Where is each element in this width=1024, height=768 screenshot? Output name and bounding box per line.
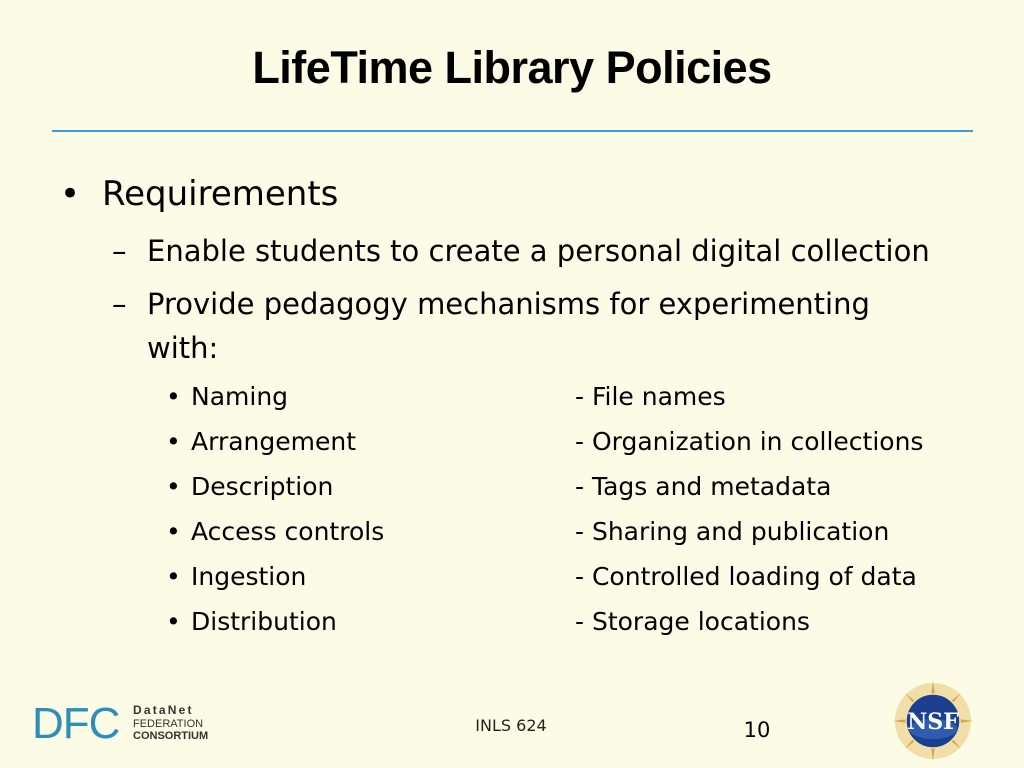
list-item-detail: - File names bbox=[575, 382, 726, 411]
subbullet-enable bbox=[112, 229, 972, 273]
list-bullet: • bbox=[166, 472, 181, 501]
list-bullet: • bbox=[166, 382, 181, 411]
dfc-logo-line2: FEDERATION bbox=[133, 718, 204, 730]
dfc-logo-line3: CONSORTIUM bbox=[133, 730, 209, 742]
dfc-logo bbox=[32, 700, 222, 748]
subbullet-dash: – bbox=[112, 287, 127, 321]
list-bullet: • bbox=[166, 607, 181, 636]
dfc-logo-letters: DFC bbox=[32, 700, 120, 748]
list-item-detail: - Sharing and publication bbox=[575, 517, 890, 546]
subbullet-provide bbox=[112, 282, 972, 372]
bullet-dot: • bbox=[60, 174, 81, 214]
subbullet-dash: – bbox=[112, 234, 127, 268]
subbullet-text: Enable students to create a personal digital collection bbox=[147, 234, 930, 268]
nsf-logo bbox=[893, 681, 973, 761]
bullet-text: Requirements bbox=[102, 174, 339, 214]
nsf-logo-letters: NSF bbox=[907, 709, 959, 735]
list-item-detail: - Storage locations bbox=[575, 607, 810, 636]
subbullet-text: Provide pedagogy mechanisms for experimenting with: bbox=[147, 287, 870, 365]
bullet-level1 bbox=[60, 172, 338, 216]
list-item-detail: - Tags and metadata bbox=[575, 472, 832, 501]
list-item-detail: - Controlled loading of data bbox=[575, 562, 917, 591]
slide-title: LifeTime Library Policies bbox=[252, 42, 772, 93]
list-bullet: • bbox=[166, 562, 181, 591]
title-divider bbox=[52, 130, 973, 132]
list-item-label: Ingestion bbox=[191, 562, 307, 591]
list-bullet: • bbox=[166, 517, 181, 546]
list-item-detail: - Organization in collections bbox=[575, 427, 924, 456]
page-number: 10 bbox=[743, 718, 771, 742]
list-item-label: Naming bbox=[191, 382, 289, 411]
list-item-label: Description bbox=[191, 472, 334, 501]
list-item-label: Arrangement bbox=[191, 427, 357, 456]
footer-course: INLS 624 bbox=[475, 716, 547, 735]
list-bullet: • bbox=[166, 427, 181, 456]
dfc-logo-line1: DataNet bbox=[133, 703, 194, 717]
list-item-label: Access controls bbox=[191, 517, 385, 546]
list-item-label: Distribution bbox=[191, 607, 337, 636]
